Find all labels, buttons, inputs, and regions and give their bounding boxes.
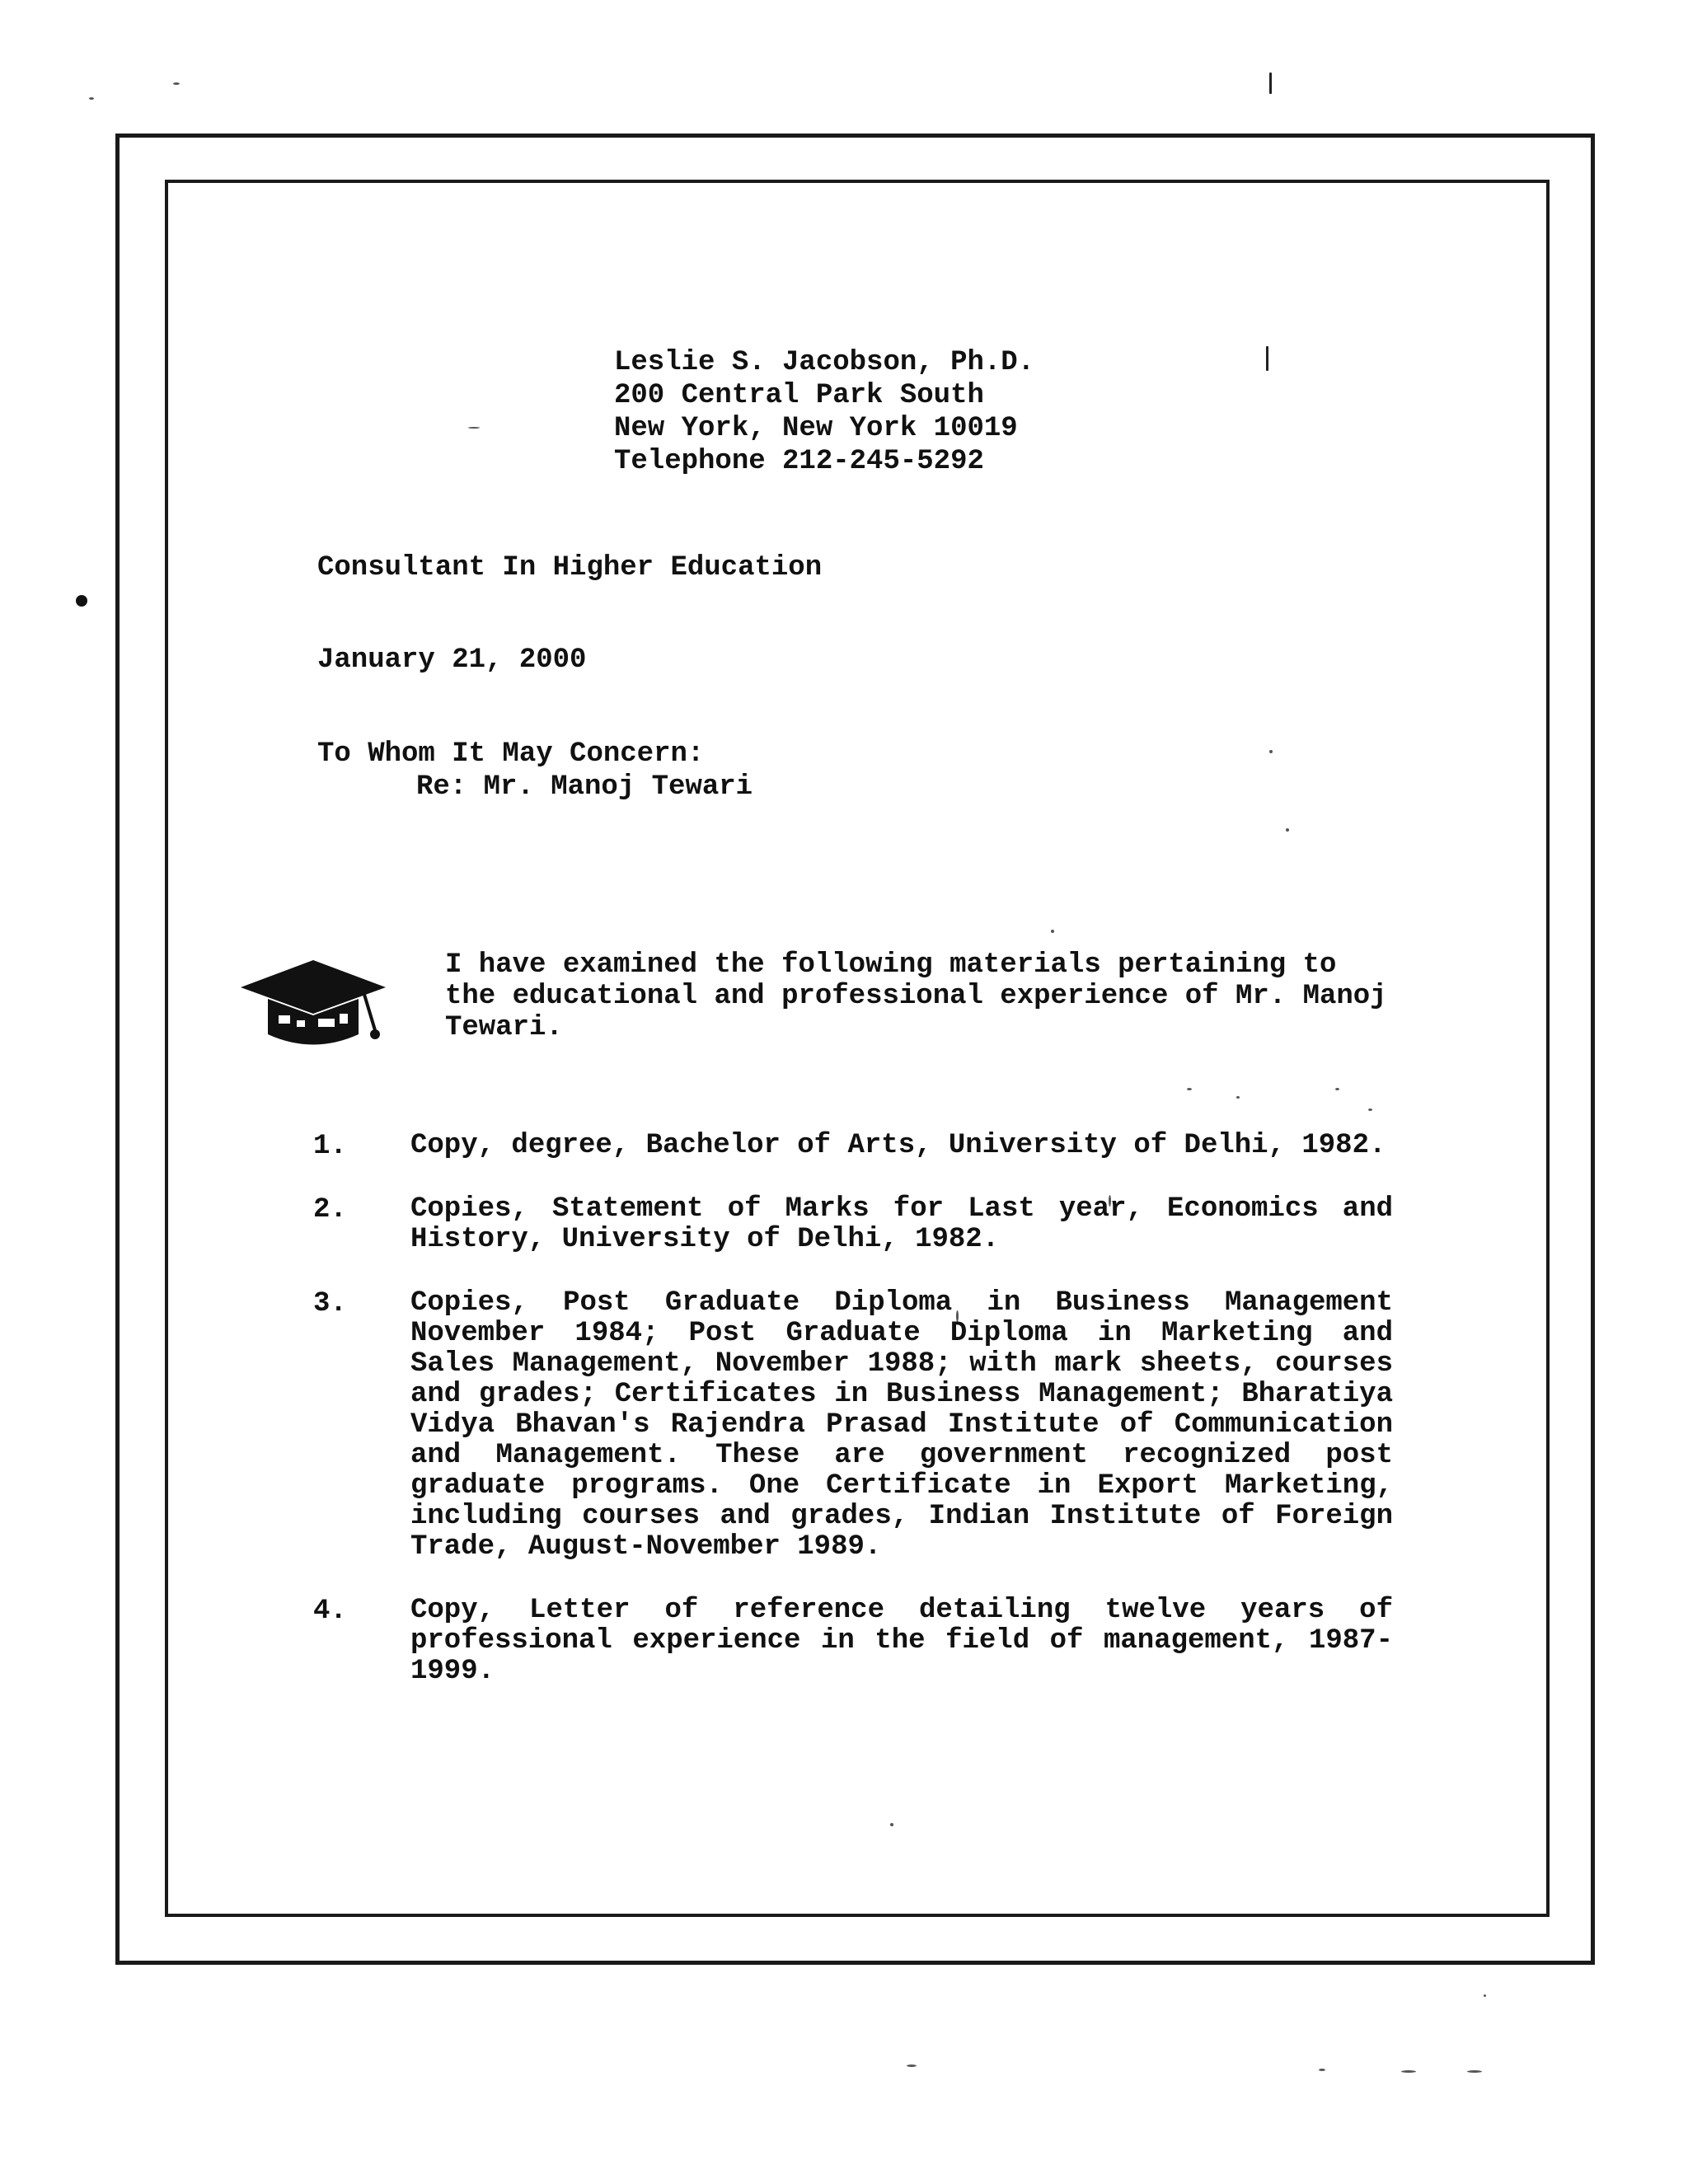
list-item (313, 1288, 1393, 1563)
letterhead (614, 346, 1034, 478)
list-item (313, 1194, 1393, 1255)
list-item-number: 1. (313, 1131, 347, 1162)
letterhead-street: 200 Central Park South (614, 380, 984, 411)
list-item-text: Copies, Statement of Marks for Last year, Economics and History, University of Delhi, 1982. (410, 1193, 1393, 1255)
materials-list (313, 1131, 1393, 1720)
salutation-block (317, 738, 753, 804)
letterhead-telephone: Telephone 212-245-5292 (614, 446, 984, 477)
list-item-number: 2. (313, 1194, 347, 1226)
salutation: To Whom It May Concern: (317, 738, 705, 770)
letterhead-name: Leslie S. Jacobson, Ph.D. (614, 347, 1035, 378)
list-item (313, 1131, 1393, 1161)
list-item-text: Copy, degree, Bachelor of Arts, University of Delhi, 1982. (410, 1130, 1386, 1161)
list-item-text: Copy, Letter of reference detailing twelve years of professional experience in the field of management, 1987-1999. (410, 1595, 1393, 1687)
list-item-number: 4. (313, 1596, 347, 1627)
letter-date: January 21, 2000 (317, 644, 587, 676)
regarding-line: Re: Mr. Manoj Tewari (416, 771, 753, 803)
consultant-title: Consultant In Higher Education (317, 552, 823, 583)
intro-paragraph: I have examined the following materials pertaining to the educational and professional experience of Mr. Manoj Tewari. (445, 949, 1387, 1043)
list-item (313, 1596, 1393, 1687)
list-item-number: 3. (313, 1288, 347, 1319)
letterhead-city: New York, New York 10019 (614, 413, 1018, 444)
graduation-cap-icon (239, 956, 387, 1055)
list-item-text: Copies, Post Graduate Diploma in Business Management November 1984; Post Graduate Diploma in Marketing and Sales Management, November 1988; with mark sheets, courses and grades; Certificates in Business Management; Bharatiya Vidya Bhavan's Rajendra Prasad Institute of Communication and Management. These are government recognized post graduate programs. One Certificate in Export Marketing, including courses and grades, Indian Institute of Foreign Trade, August-November 1989. (410, 1287, 1393, 1563)
